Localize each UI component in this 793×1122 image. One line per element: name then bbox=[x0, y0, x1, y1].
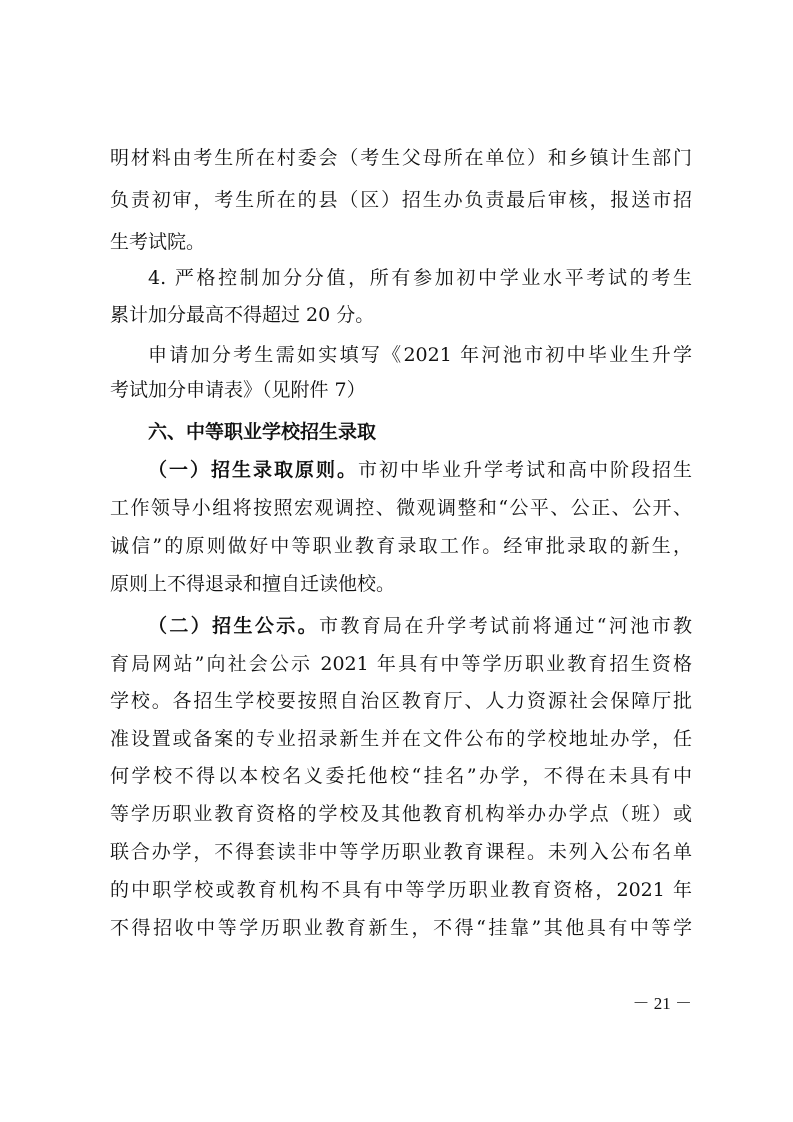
text-line: 学校。各招生学校要按照自治区教育厅、人力资源社会保障厅批 bbox=[110, 690, 692, 712]
text-line: 诚信”的原则做好中等职业教育录取工作。经审批录取的新生， bbox=[110, 535, 692, 557]
page-number: － 21 － bbox=[632, 994, 692, 1013]
text-line bbox=[148, 458, 692, 482]
text-line: 申请加分考生需如实填写《2021 年河池市初中毕业生升学 bbox=[148, 344, 692, 366]
text-line: 不得招收中等学历职业教育新生，不得“挂靠”其他具有中等学 bbox=[110, 917, 692, 939]
text-line: 联合办学，不得套读非中等学历职业教育课程。未列入公布名单 bbox=[110, 841, 692, 863]
text-line: 的中职学校或教育机构不具有中等学历职业教育资格，2021 年 bbox=[110, 879, 692, 901]
text-line bbox=[148, 614, 692, 638]
text-span: 市教育局在升学考试前将通过“河池市教 bbox=[318, 615, 692, 637]
text-line: 育局网站”向社会公示 2021 年具有中等学历职业教育招生资格 bbox=[110, 653, 692, 675]
text-line: 原则上不得退录和擅自迁读他校。 bbox=[110, 573, 396, 595]
text-span: 市初中毕业升学考试和高中阶段招生 bbox=[358, 459, 692, 481]
section-heading: 六、中等职业学校招生录取 bbox=[148, 421, 377, 443]
subsection-lead: （一）招生录取原则。 bbox=[148, 459, 358, 481]
text-line: 工作领导小组将按照宏观调控、微观调整和“公平、公正、公开、 bbox=[110, 497, 692, 519]
text-line: 负责初审，考生所在的县（区）招生办负责最后审核，报送市招 bbox=[110, 189, 692, 211]
text-line: 考试加分申请表》（见附件 7） bbox=[110, 379, 366, 401]
text-line: 累计加分最高不得超过 20 分。 bbox=[110, 304, 375, 326]
subsection-lead: （二）招生公示。 bbox=[148, 615, 319, 637]
text-line: 生考试院。 bbox=[110, 231, 206, 253]
text-line: 何学校不得以本校名义委托他校“挂名”办学，不得在未具有中 bbox=[110, 765, 692, 787]
text-line: 4. 严格控制加分分值，所有参加初中学业水平考试的考生 bbox=[148, 267, 692, 289]
text-line: 准设置或备案的专业招录新生并在文件公布的学校地址办学，任 bbox=[110, 728, 692, 750]
text-line: 明材料由考生所在村委会（考生父母所在单位）和乡镇计生部门 bbox=[110, 147, 692, 169]
text-line: 等学历职业教育资格的学校及其他教育机构举办办学点（班）或 bbox=[110, 803, 692, 825]
